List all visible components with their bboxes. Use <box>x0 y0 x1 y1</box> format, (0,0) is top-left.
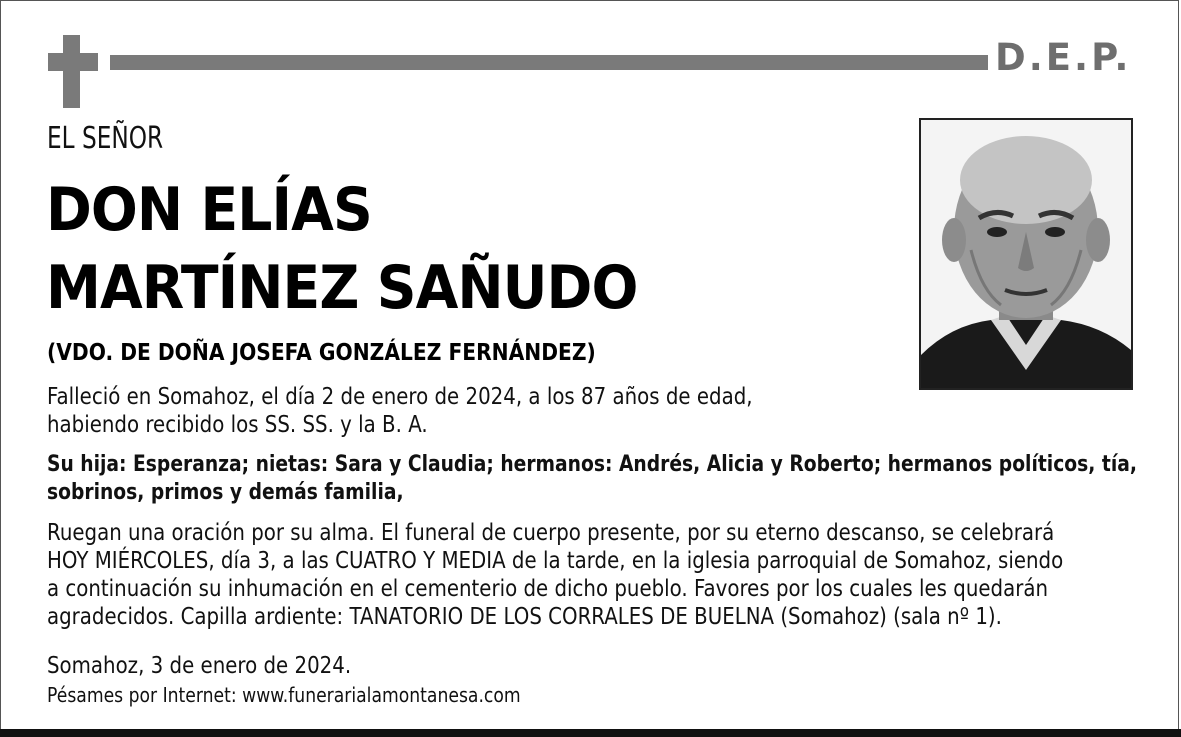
funeral-line: Ruegan una oración por su alma. El funeral de cuerpo presente, por su eterno descanso, se celebrará <box>47 520 1055 546</box>
honorific: EL SEÑOR <box>47 121 164 156</box>
place-date: Somahoz, 3 de enero de 2024. <box>47 653 352 679</box>
deceased-name-line1: DON ELÍAS <box>46 175 372 245</box>
funeral-line: a continuación su inhumación en el cementerio de dicho pueblo. Favores por los cuales les quedarán <box>47 576 1048 602</box>
header-rule <box>110 55 988 70</box>
widow-of: (VDO. DE DOÑA JOSEFA GONZÁLEZ FERNÁNDEZ) <box>47 340 596 366</box>
cross-icon-bar <box>48 53 98 71</box>
family-line: sobrinos, primos y demás familia, <box>47 480 404 505</box>
death-line: habiendo recibido los SS. SS. y la B. A. <box>47 412 428 438</box>
portrait-photo <box>919 118 1133 390</box>
funeral-line: agradecidos. Capilla ardiente: TANATORIO DE LOS CORRALES DE BUELNA (Somahoz) (sala nº 1). <box>47 604 1002 630</box>
portrait-image <box>921 120 1131 388</box>
deceased-name-line2: MARTÍNEZ SAÑUDO <box>46 253 638 323</box>
family-list <box>47 451 1137 507</box>
dep-label: D.E.P. <box>995 36 1132 79</box>
funeral-line: HOY MIÉRCOLES, día 3, a las CUATRO Y MEDIA de la tarde, en la iglesia parroquial de Somahoz, siendo <box>47 548 1064 574</box>
death-notice <box>47 383 753 439</box>
family-line: Su hija: Esperanza; nietas: Sara y Claudia; hermanos: Andrés, Alicia y Roberto; hermanos políticos, tía, <box>47 452 1137 477</box>
condolences-link: Pésames por Internet: www.funerarialamontanesa.com <box>47 683 521 707</box>
funeral-details <box>47 519 1063 631</box>
bottom-border <box>0 729 1181 737</box>
death-line: Falleció en Somahoz, el día 2 de enero de 2024, a los 87 años de edad, <box>47 384 753 410</box>
cross-icon <box>63 35 80 108</box>
